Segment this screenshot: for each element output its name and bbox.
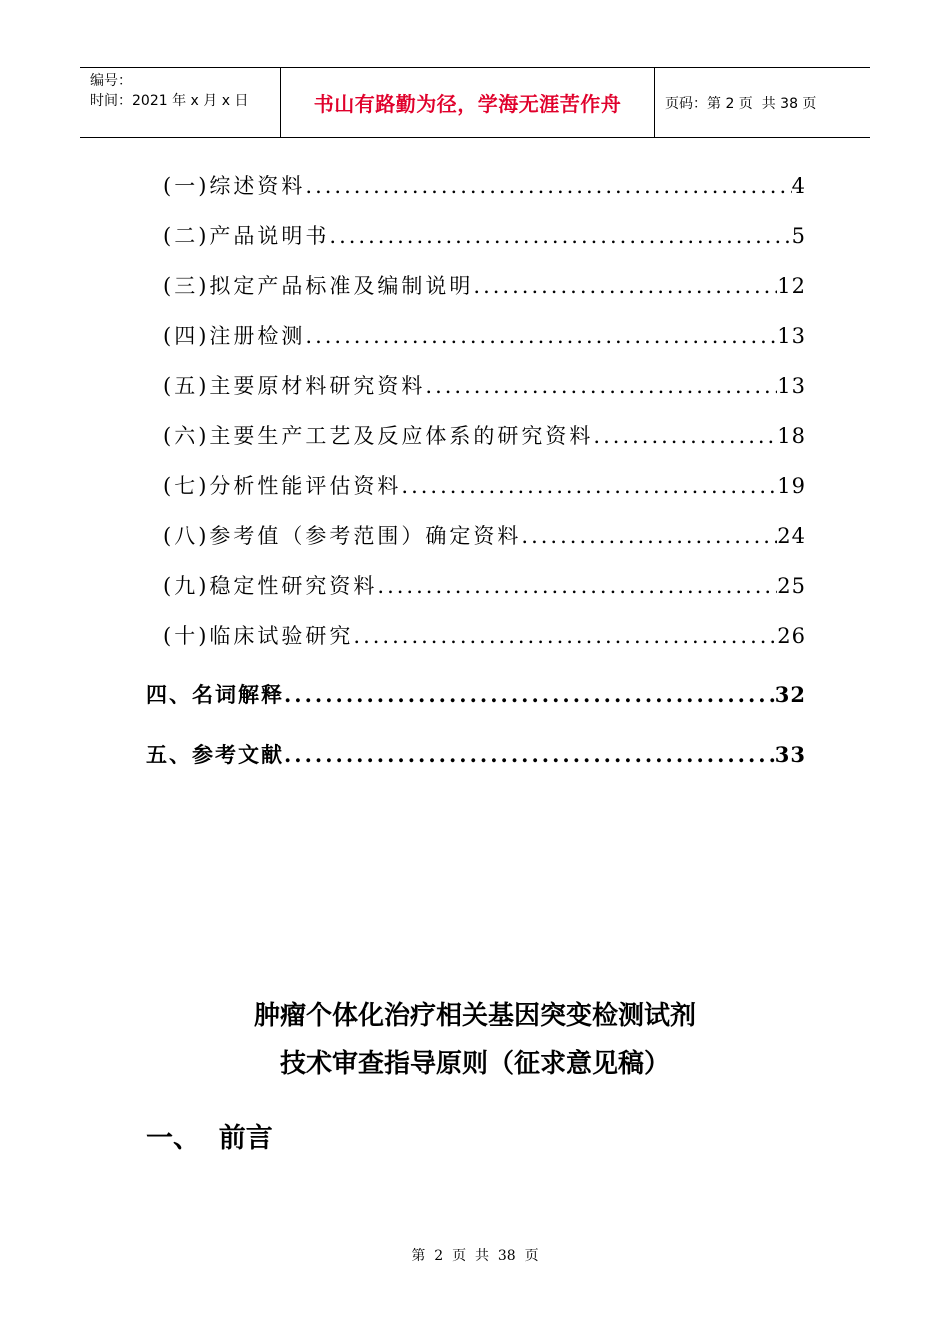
toc-leader xyxy=(377,574,777,598)
toc-item-page: 12 xyxy=(777,274,806,298)
document-title-line-1: 肿瘤个体化治疗相关基因突变检测试剂 xyxy=(253,1001,696,1031)
toc-item-page: 26 xyxy=(777,624,806,648)
toc-item[interactable] xyxy=(163,270,806,300)
toc-item-label: (七)分析性能评估资料 xyxy=(163,474,402,498)
toc-section-label: 五、参考文献 xyxy=(146,742,284,767)
toc-leader xyxy=(353,624,777,648)
toc-item-label: (一)综述资料 xyxy=(163,174,306,198)
toc-item[interactable] xyxy=(163,220,806,250)
toc-leader xyxy=(593,424,777,448)
header-meta xyxy=(80,68,281,137)
toc-item-label: (十)临床试验研究 xyxy=(163,624,354,648)
header-number-label: 编号： xyxy=(90,73,132,89)
toc-item-label: (九)稳定性研究资料 xyxy=(163,574,378,598)
toc-item[interactable] xyxy=(163,570,806,600)
toc-item-label: (四)注册检测 xyxy=(163,324,306,348)
toc-section[interactable] xyxy=(146,739,806,769)
toc-item[interactable] xyxy=(163,520,806,550)
header-motto: 书山有路勤为径，学海无涯苦作舟 xyxy=(281,68,655,137)
toc-section[interactable] xyxy=(146,679,806,709)
toc-leader xyxy=(521,524,777,548)
toc-leader xyxy=(473,274,777,298)
toc-leader xyxy=(284,682,775,707)
toc-item-label: (六)主要生产工艺及反应体系的研究资料 xyxy=(163,424,594,448)
toc-section-page: 32 xyxy=(774,682,806,707)
page-footer: 第 2 页 共 38 页 xyxy=(411,1248,539,1264)
toc-item[interactable] xyxy=(163,320,806,350)
toc-item-page: 25 xyxy=(777,574,806,598)
toc-item[interactable] xyxy=(163,420,806,450)
toc-item-label: (八)参考值（参考范围）确定资料 xyxy=(163,524,522,548)
toc-leader xyxy=(401,474,777,498)
header-time-label: 时间：2021 年 x 月 x 日 xyxy=(90,93,249,109)
toc-item-label: (二)产品说明书 xyxy=(163,224,330,248)
toc-item-label: (三)拟定产品标准及编制说明 xyxy=(163,274,474,298)
toc-item[interactable] xyxy=(163,620,806,650)
page-header xyxy=(80,67,870,138)
toc-section-label: 四、名词解释 xyxy=(146,682,284,707)
toc-item[interactable] xyxy=(163,170,806,200)
toc-item-page: 13 xyxy=(777,374,806,398)
toc-item-page: 18 xyxy=(777,424,806,448)
header-page-info-cell xyxy=(655,68,870,137)
toc-item-page: 5 xyxy=(791,224,806,248)
toc-leader xyxy=(425,374,777,398)
document-title-line-2: 技术审查指导原则（征求意见稿） xyxy=(279,1049,670,1079)
section-heading-preface: 一、 前言 xyxy=(146,1123,273,1154)
toc-item-page: 19 xyxy=(777,474,806,498)
toc-item-page: 4 xyxy=(791,174,806,198)
toc-item[interactable] xyxy=(163,370,806,400)
toc-leader xyxy=(284,742,775,767)
toc-leader xyxy=(305,324,777,348)
toc-item-label: (五)主要原材料研究资料 xyxy=(163,374,426,398)
toc-leader xyxy=(305,174,791,198)
header-page-info: 页码：第 2 页 共 38 页 xyxy=(665,95,817,112)
toc-leader xyxy=(329,224,791,248)
toc-item-page: 24 xyxy=(777,524,806,548)
toc-section-page: 33 xyxy=(774,742,806,767)
toc-item-page: 13 xyxy=(777,324,806,348)
toc-item[interactable] xyxy=(163,470,806,500)
